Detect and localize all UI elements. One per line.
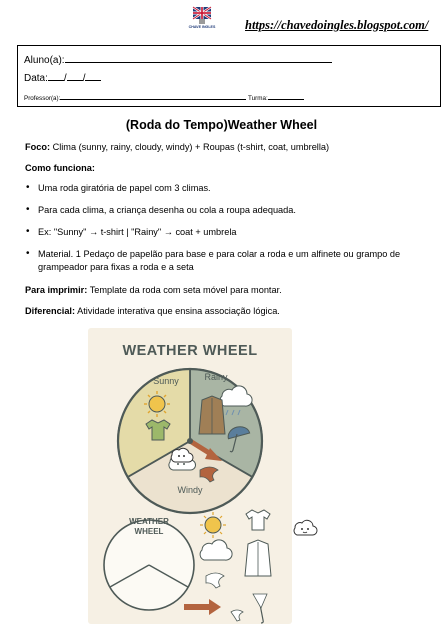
list-item: • Material. 1 Pedaço de papelão para base e para colar a roda e um alfinete ou grampo de grampeador para fixas a roda e a seta (38, 248, 410, 273)
sector-label-rainy: Rainy (204, 372, 228, 382)
diferencial-text: Atividade interativa que ensina associação lógica. (77, 306, 280, 316)
para-imprimir-text: Template da roda com seta móvel para montar. (89, 285, 282, 295)
data-year-line[interactable] (85, 80, 101, 81)
umbrella-cutout-icon (253, 594, 267, 623)
foco-text: Clima (sunny, rainy, cloudy, windy) + Roupas (t-shirt, coat, umbrella) (52, 142, 330, 152)
tshirt-cutout-icon (246, 510, 270, 530)
professor-line[interactable] (60, 99, 246, 100)
data-separator: / (63, 73, 67, 84)
como-funciona-label: Como funciona: (25, 163, 95, 173)
como-funciona-heading (25, 162, 95, 175)
para-imprimir-paragraph (25, 284, 282, 297)
arrow-cutout-icon (184, 599, 221, 615)
aluno-line[interactable] (65, 62, 332, 63)
turma-line[interactable] (268, 99, 304, 100)
activity-title: (Roda do Tempo)Weather Wheel (125, 118, 318, 132)
svg-text:CHAVE INGLES: CHAVE INGLES (188, 25, 216, 29)
poster-heading: WEATHER WHEEL (122, 343, 258, 359)
template-label-line2: WHEEL (134, 527, 164, 536)
data-day-line[interactable] (48, 80, 64, 81)
coat-cutout-icon (245, 540, 271, 576)
site-logo (190, 6, 214, 32)
sector-label-sunny: Sunny (153, 376, 179, 386)
diferencial-label: Diferencial: (25, 306, 76, 316)
data-row (24, 73, 101, 84)
turma-label: Turma: (248, 95, 268, 102)
template-label-line1: WEATHER (129, 517, 169, 526)
diferencial-paragraph (25, 305, 280, 318)
scarf-cutout-icon (206, 573, 224, 588)
windy-cloud-sticker (168, 443, 194, 465)
data-month-line[interactable] (67, 80, 83, 81)
para-imprimir-label: Para imprimir: (25, 285, 88, 295)
professor-label: Professor(a): (24, 95, 61, 102)
blog-url-link[interactable]: https://chavedoingles.blogspot.com/ (245, 18, 429, 32)
student-info-box (17, 45, 441, 107)
scarf-small-cutout-icon (231, 610, 243, 621)
weather-wheel-poster (88, 328, 292, 624)
data-separator: / (82, 73, 86, 84)
list-item: • Uma roda giratória de papel com 3 climas. (38, 182, 418, 195)
cloud-cutout-icon (200, 540, 232, 560)
aluno-label: Aluno(a): (24, 55, 65, 66)
sector-label-windy: Windy (177, 485, 203, 495)
list-item: • Ex: "Sunny" → t-shirt | "Rainy" → coat + umbrela (38, 226, 418, 239)
professor-row (24, 95, 304, 102)
data-label: Data: (24, 73, 48, 84)
foco-label: Foco: (25, 142, 51, 152)
rain-cloud-sticker (290, 516, 320, 538)
foco-paragraph (25, 141, 329, 154)
sun-cutout-icon (200, 512, 226, 538)
list-item: • Para cada clima, a criança desenha ou cola a roupa adequada. (38, 204, 418, 217)
aluno-row (24, 55, 332, 66)
